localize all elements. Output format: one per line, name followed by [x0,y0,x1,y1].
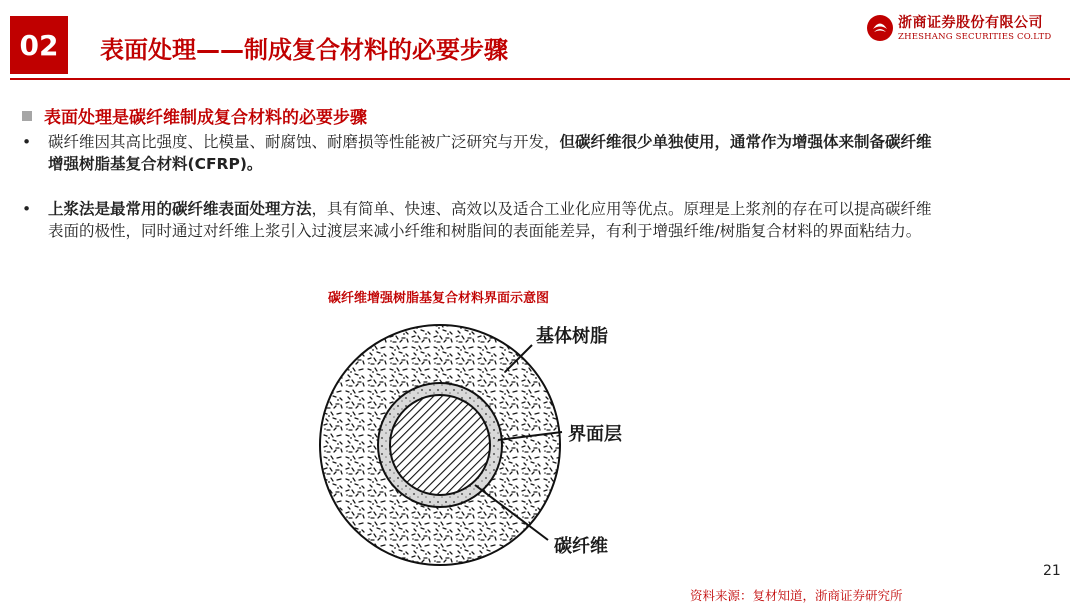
company-logo [866,12,1066,46]
source-note: 资料来源：复材知道，浙商证券研究所 [690,588,903,603]
carbon-fiber-region [390,395,490,495]
bullet-item-2 [22,198,942,242]
header-divider [10,78,1070,80]
company-logo-icon [866,14,894,42]
interface-diagram-svg [300,300,680,590]
interface-layer-label: 界面层 [568,424,622,445]
bullet-item-1 [22,131,942,175]
carbon-fiber-label: 碳纤维 [554,536,608,557]
sub-heading-text: 表面处理是碳纤维制成复合材料的必要步骤 [44,108,367,128]
company-name-en: ZHESHANG SECURITIES CO.LTD [898,32,1052,42]
matrix-resin-label: 基体树脂 [536,326,608,347]
sub-heading [22,103,367,128]
square-bullet-icon [22,111,32,121]
figure-title: 碳纤维增强树脂基复合材料界面示意图 [328,291,550,306]
page-number: 21 [1043,563,1061,579]
bullet-text: 上浆法是最常用的碳纤维表面处理方法，具有简单、快速、高效以及适合工业化应用等优点。原理是上浆剂的存在可以提高碳纤维表面的极性，同时通过对纤维上浆引入过渡层来减小纤维和树脂间的表面能差异，有利于增强纤维/树脂复合材料的界面粘结力。 [48,200,932,240]
page-title: 表面处理——制成复合材料的必要步骤 [100,36,508,64]
bullet-dot-icon: • [22,200,32,218]
section-number-badge: 02 [10,16,68,74]
bullet-dot-icon: • [22,133,32,151]
bullet-text: 碳纤维因其高比强度、比模量、耐腐蚀、耐磨损等性能被广泛研究与开发，但碳纤维很少单独使用，通常作为增强体来制备碳纤维增强树脂基复合材料(CFRP)。 [48,133,932,173]
interface-diagram [300,300,680,590]
company-name-cn: 浙商证券股份有限公司 [898,15,1043,31]
